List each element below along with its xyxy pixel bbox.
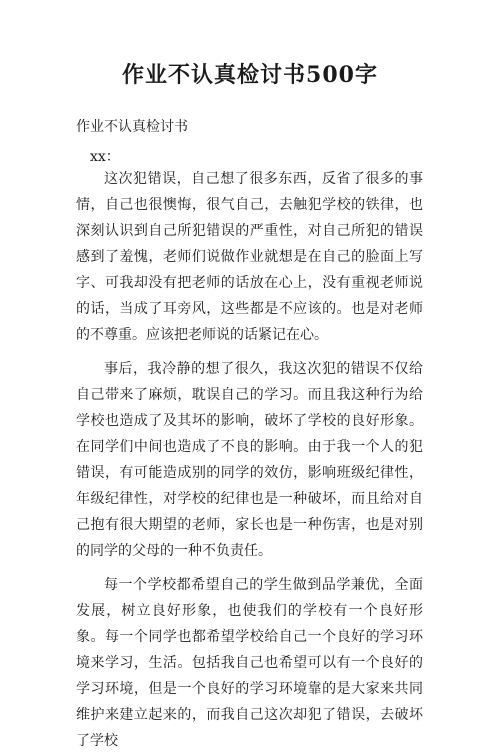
paragraph-2: 事后，我冷静的想了很久，我这次犯的错误不仅给自己带来了麻烦，耽误自己的学习。而且我这种行为给学校也造成了及其坏的影响，破坏了学校的良好形象。在同学们中间也造成了不良的影响。由于我一个人的犯错误，有可能造成别的同学的效仿，影响班级纪律性，年级纪律性，对学校的纪律也是一种破坏，而且给对自己抱有很大期望的老师，家长也是一种伤害，也是对别的同学的父母的一种不负责任。: [76, 361, 423, 559]
document-body: [76, 166, 423, 754]
document-subtitle: 作业不认真检讨书: [76, 119, 188, 135]
paragraph-1: 这次犯错误，自己想了很多东西，反省了很多的事情，自己也很懊悔，很气自己，去触犯学校的铁律，也深刻认识到自己所犯错误的严重性，对自己所犯的错误感到了羞愧，老师们说做作业就想是在自己的脸面上写字、可我却没有把老师的话放在心上，没有重视老师说的话，当成了耳旁风，这些都是不应该的。也是对老师的不尊重。应该把老师说的话紧记在心。: [76, 171, 423, 343]
salutation: xx：: [90, 149, 120, 165]
paragraph-3: 每一个学校都希望自己的学生做到品学兼优，全面发展，树立良好形象，也使我们的学校有一个良好形象。每一个同学也都希望学校给自己一个良好的学习环境来学习，生活。包括我自己也希望可以有一个良好的学习环境，但是一个良好的学习环境靠的是大家来共同维护来建立起来的，而我自己这次却犯了错误，去破坏了学校: [76, 577, 423, 749]
document-title: 作业不认真检讨书500字: [122, 62, 378, 88]
